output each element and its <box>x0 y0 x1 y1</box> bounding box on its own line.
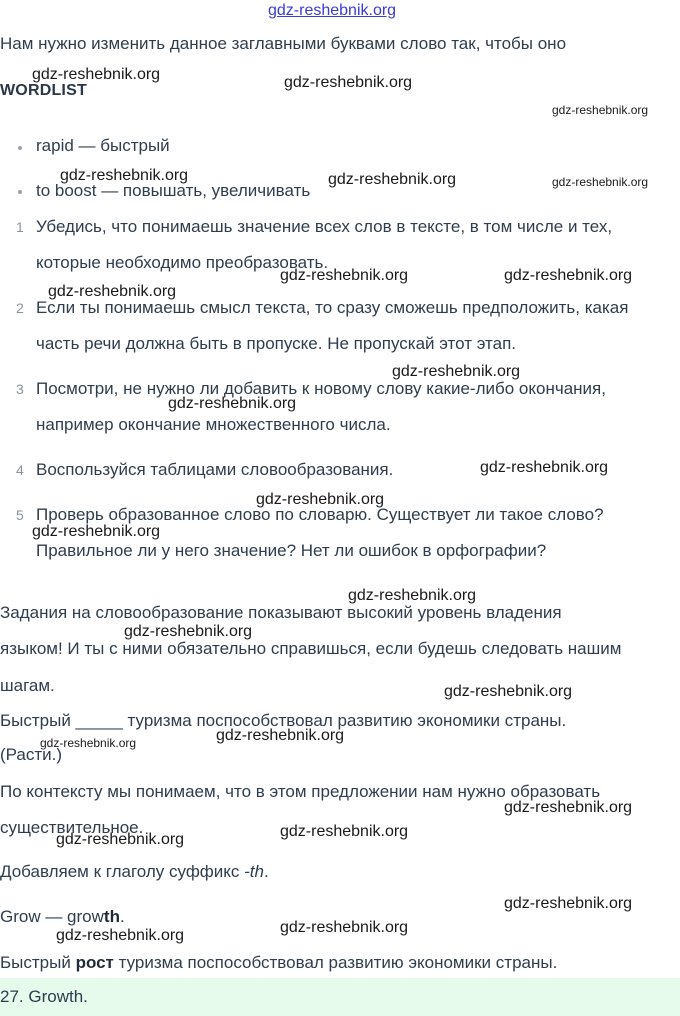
suffix-value: -th <box>244 862 264 881</box>
step-text: часть речи должна быть в пропуске. Не пропускай этот этап. <box>36 334 517 353</box>
watermark-text: gdz-reshebnik.org <box>480 459 609 476</box>
watermark-text: gdz-reshebnik.org <box>56 831 185 848</box>
step-text: Правильное ли у него значение? Нет ли ошибок в орфографии? <box>36 541 547 560</box>
watermark-text: gdz-reshebnik.org <box>40 736 137 750</box>
paragraph-text: шагам. <box>0 676 55 695</box>
context-text: По контексту мы понимаем, что в этом предложении нам нужно образовать <box>0 782 601 801</box>
step-text: Проверь образованное слово по словарю. Существует ли такое слово? <box>36 505 604 524</box>
watermark-text: gdz-reshebnik.org <box>216 727 345 744</box>
step-text: например окончание множественного числа. <box>36 415 391 434</box>
watermark-text: gdz-reshebnik.org <box>328 171 457 188</box>
paragraph-text: Задания на словообразование показывают высокий уровень владения <box>0 603 562 622</box>
watermark-text: gdz-reshebnik.org <box>48 283 177 300</box>
watermark-text: gdz-reshebnik.org <box>32 66 161 83</box>
answer-text: 27. Growth. <box>0 987 88 1006</box>
watermark-text: gdz-reshebnik.org <box>256 491 385 508</box>
suffix-text <box>0 862 269 882</box>
result-before: Быстрый <box>0 953 76 972</box>
bullet-icon <box>18 146 22 150</box>
watermark-text: gdz-reshebnik.org <box>56 927 185 944</box>
step-text: Посмотри, не нужно ли добавить к новому слову какие-либо окончания, <box>36 379 606 398</box>
task-sentence: Быстрый _____ туризма поспособствовал развитию экономики страны. <box>0 711 567 730</box>
context-text: существительное. <box>0 818 144 837</box>
watermark-text: gdz-reshebnik.org <box>168 395 297 412</box>
grow-base: Grow — grow <box>0 907 104 926</box>
step-text: Если ты понимаешь смысл текста, то сразу сможешь предположить, какая <box>36 298 629 317</box>
step-text: Убедись, что понимаешь значение всех слов в тексте, в том числе и тех, <box>36 217 613 236</box>
watermark-text: gdz-reshebnik.org <box>444 683 573 700</box>
suffix-before: Добавляем к глаголу суффикс <box>0 862 245 881</box>
wordlist-heading: WORDLIST <box>0 82 87 99</box>
bullet-icon <box>18 190 22 194</box>
watermark-text: gdz-reshebnik.org <box>504 267 633 284</box>
paragraph-text: языком! И ты с ними обязательно справишься, если будешь следовать нашим <box>0 639 622 658</box>
watermark-text: gdz-reshebnik.org <box>280 823 409 840</box>
watermark-text: gdz-reshebnik.org <box>552 103 649 117</box>
result-after: туризма поспособствовал развитию экономики страны. <box>113 953 558 972</box>
step-number: 5 <box>16 507 24 523</box>
intro-text: Нам нужно изменить данное заглавными буквами слово так, чтобы оно <box>0 34 567 53</box>
task-hint: (Расти.) <box>0 745 63 764</box>
watermark-text: gdz-reshebnik.org <box>504 799 633 816</box>
wordlist-item: rapid — быстрый <box>36 136 170 155</box>
watermark-text: gdz-reshebnik.org <box>552 175 649 189</box>
grow-text <box>0 907 125 927</box>
result-sentence <box>0 953 557 973</box>
watermark-text: gdz-reshebnik.org <box>392 363 521 380</box>
watermark-text: gdz-reshebnik.org <box>280 919 409 936</box>
watermark-text: gdz-reshebnik.org <box>348 587 477 604</box>
step-number: 3 <box>16 381 24 397</box>
step-number: 1 <box>16 219 24 235</box>
result-word: рост <box>75 953 114 972</box>
step-number: 4 <box>16 462 24 478</box>
step-text: которые необходимо преобразовать. <box>36 253 329 272</box>
watermark-text: gdz-reshebnik.org <box>124 623 253 640</box>
step-text: Воспользуйся таблицами словообразования. <box>36 460 394 479</box>
watermark-text: gdz-reshebnik.org <box>284 74 413 91</box>
wordlist-item: to boost — повышать, увеличивать <box>36 181 311 200</box>
answer-bar <box>0 978 680 1016</box>
watermark-text: gdz-reshebnik.org <box>32 523 161 540</box>
watermark-text: gdz-reshebnik.org <box>504 895 633 912</box>
site-link[interactable]: gdz-reshebnik.org <box>268 2 397 19</box>
watermark-text: gdz-reshebnik.org <box>280 267 409 284</box>
grow-suffix: th <box>103 907 120 926</box>
watermark-text: gdz-reshebnik.org <box>60 167 189 184</box>
grow-after: . <box>119 907 125 926</box>
step-number: 2 <box>16 300 24 316</box>
suffix-after: . <box>263 862 269 881</box>
